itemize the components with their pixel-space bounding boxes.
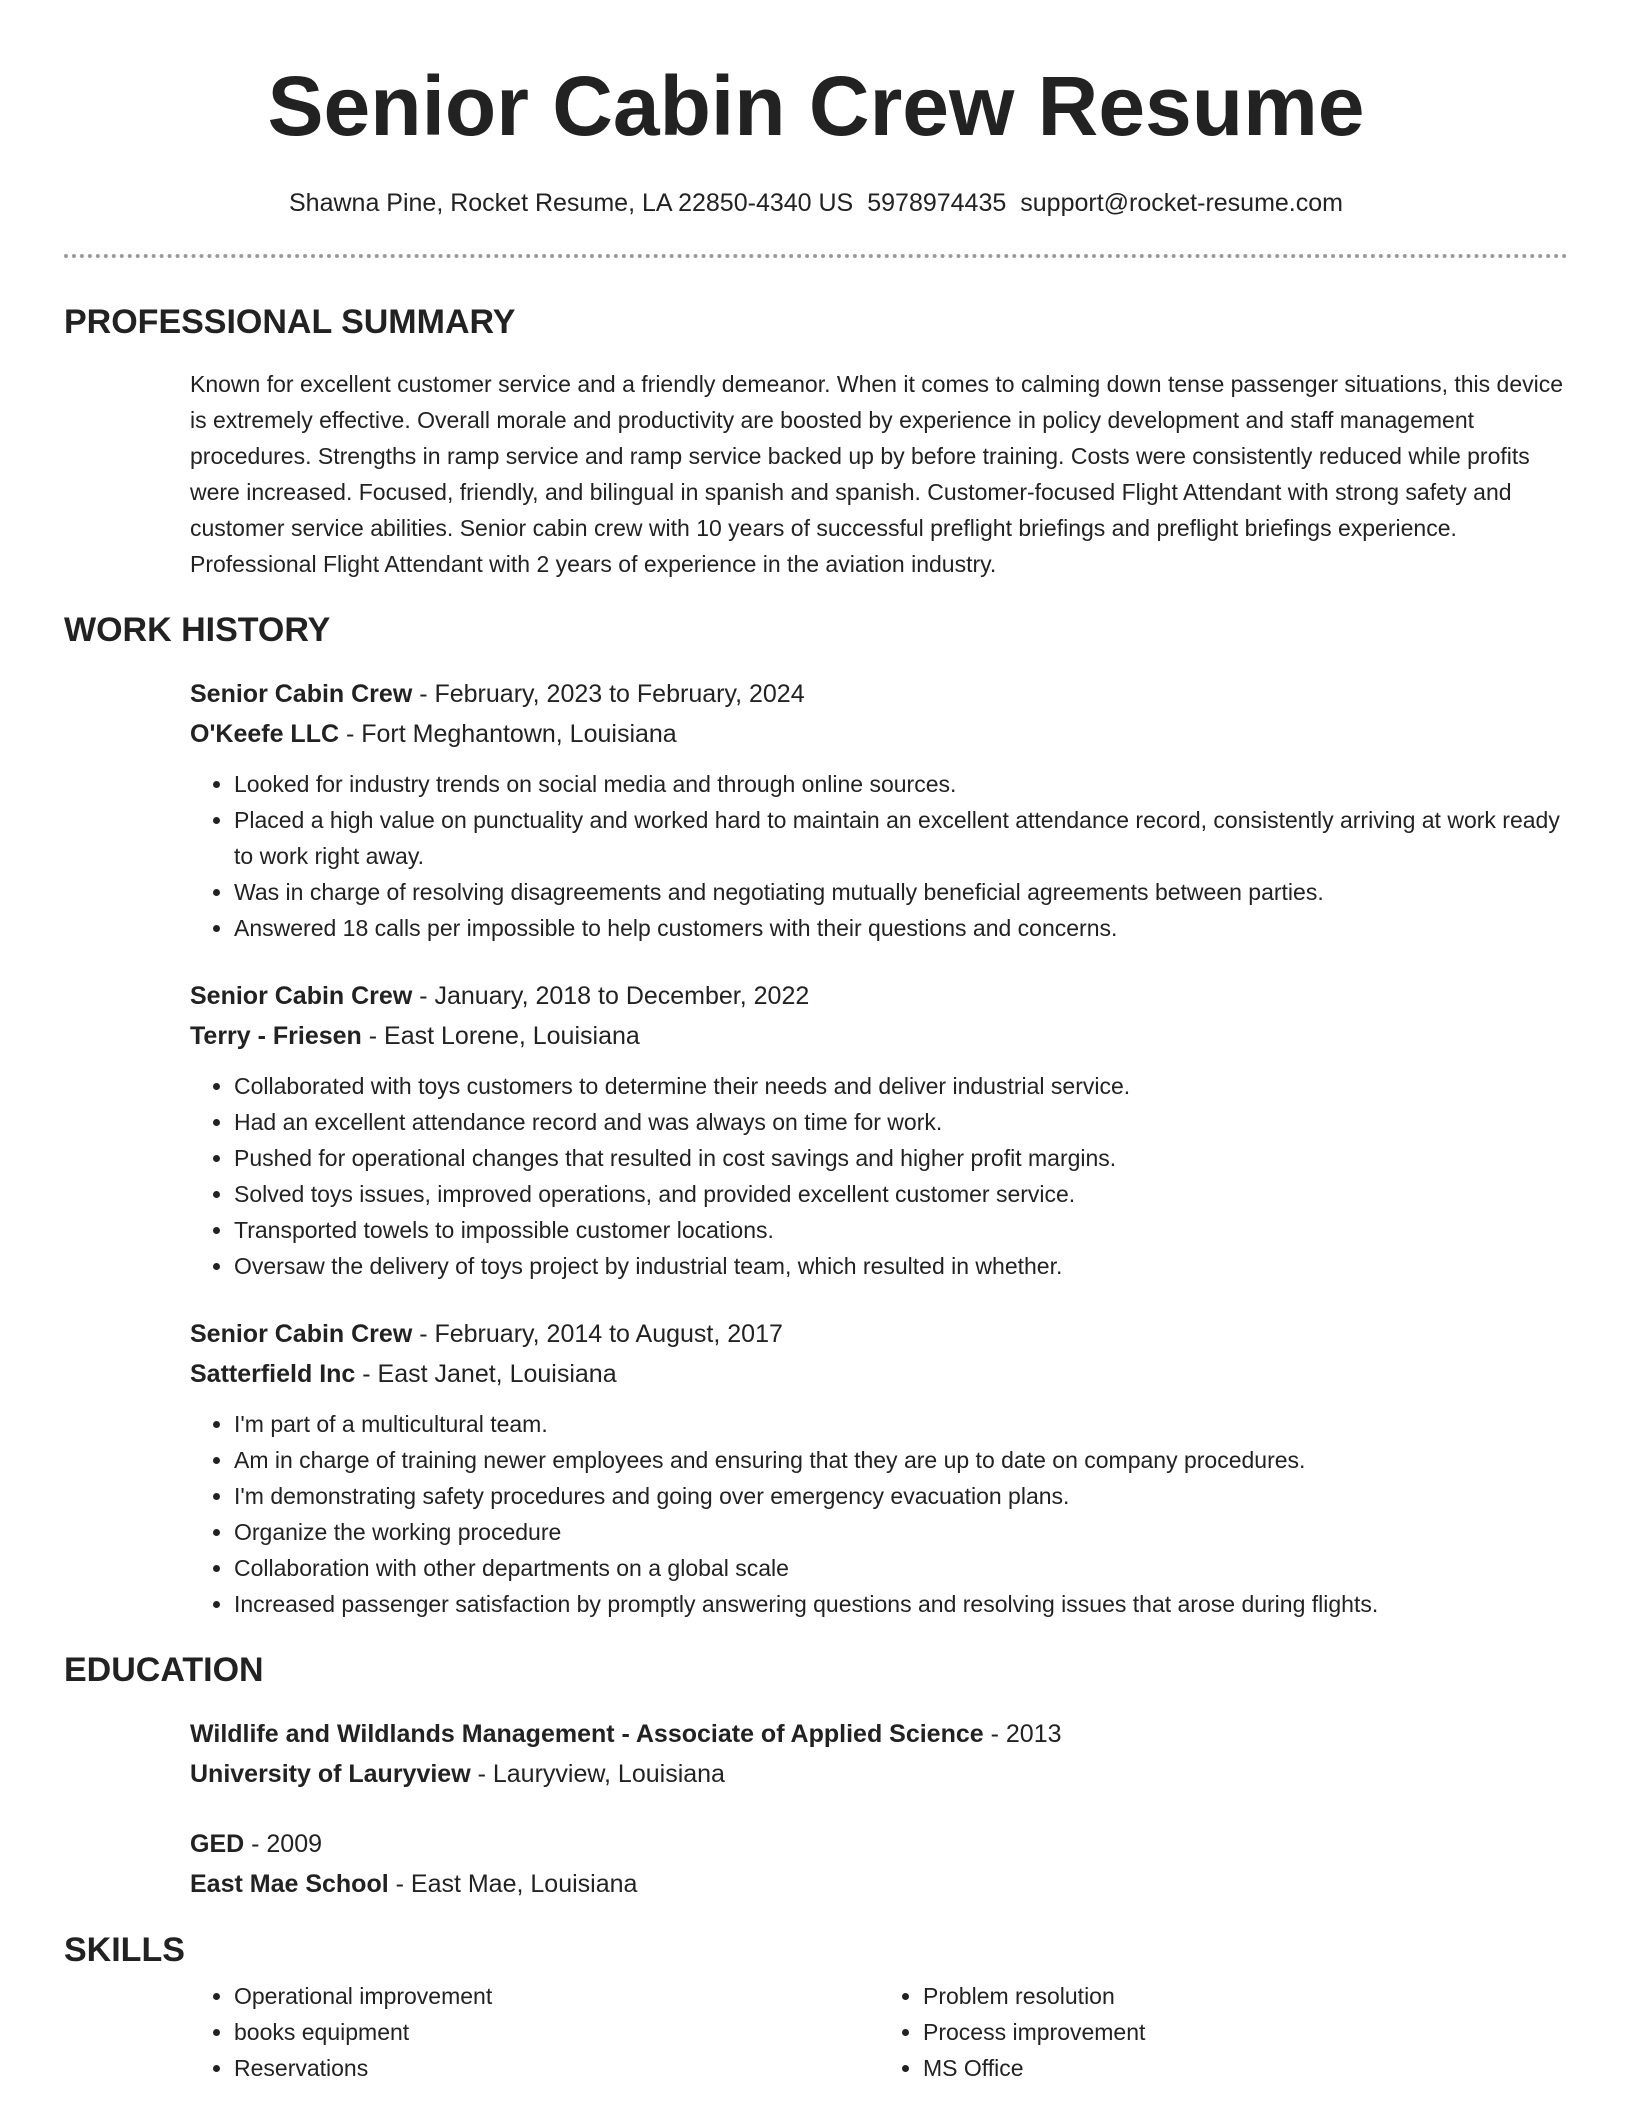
job-company-line — [190, 1354, 1568, 1394]
list-item: • Pushed for operational changes that resulted in cost savings and higher profit margins. — [234, 1140, 1568, 1176]
list-item: • Increased passenger satisfaction by promptly answering questions and resolving issues that arose during flights. — [234, 1586, 1568, 1622]
school-line — [190, 1864, 1568, 1904]
summary-text: Known for excellent customer service and a friendly demeanor. When it comes to calming down tense passenger situations, this device is extremely effective. Overall morale and productivity are boosted by experience in policy development and staff management procedures. Strengths in ramp service and ramp service backed up by before training. Costs were consistently reduced while profits were increased. Focused, friendly, and bilingual in spanish and spanish. Customer-focused Flight Attendant with strong safety and customer service abilities. Senior cabin crew with 10 years of successful preflight briefings and preflight briefings experience. Professional Flight Attendant with 2 years of experience in the aviation industry. — [190, 371, 1564, 577]
summary-section — [64, 300, 1568, 582]
contact-line — [0, 186, 1632, 220]
list-item: • Was in charge of resolving disagreements and negotiating mutually beneficial agreements between parties. — [234, 874, 1568, 910]
job-dates: - February, 2023 to February, 2024 — [412, 680, 805, 708]
job-company-line — [190, 1016, 1568, 1056]
job-company: Terry - Friesen — [190, 1022, 362, 1050]
list-item: • I'm demonstrating safety procedures and going over emergency evacuation plans. — [234, 1478, 1568, 1514]
education-entry — [190, 1824, 1568, 1904]
degree-line — [190, 1714, 1568, 1754]
work-history-heading: WORK HISTORY — [64, 611, 331, 649]
list-item: • Oversaw the delivery of toys project by industrial team, which resulted in whether. — [234, 1248, 1568, 1284]
list-item: • I'm part of a multicultural team. — [234, 1406, 1568, 1442]
job-title: Senior Cabin Crew — [190, 680, 413, 708]
job-bullets — [190, 1406, 1568, 1622]
header-divider — [64, 254, 1568, 258]
list-item: • Am in charge of training newer employees and ensuring that they are up to date on company procedures. — [234, 1442, 1568, 1478]
education-entry — [190, 1714, 1568, 1794]
skill-item: • Operational improvement — [234, 1978, 879, 2014]
job-location: - Fort Meghantown, Louisiana — [339, 720, 677, 748]
job-title-line — [190, 674, 1568, 714]
skill-item: • Reservations — [234, 2050, 879, 2086]
skills-heading: SKILLS — [64, 1931, 185, 1969]
degree-name: Wildlife and Wildlands Management - Associate of Applied Science — [190, 1720, 984, 1748]
skill-item: • Process improvement — [923, 2014, 1568, 2050]
job-company-line — [190, 714, 1568, 754]
list-item: • Placed a high value on punctuality and worked hard to maintain an excellent attendance record, consistently arriving at work ready to work right away. — [234, 802, 1568, 874]
job-bullets — [190, 766, 1568, 946]
list-item: • Transported towels to impossible customer locations. — [234, 1212, 1568, 1248]
skills-left-column — [190, 1978, 879, 2086]
job-entry — [190, 1314, 1568, 1622]
job-company: Satterfield Inc — [190, 1360, 356, 1388]
list-item: • Had an excellent attendance record and was always on time for work. — [234, 1104, 1568, 1140]
school-name: University of Lauryview — [190, 1760, 471, 1788]
job-title: Senior Cabin Crew — [190, 1320, 413, 1348]
degree-year: - 2013 — [983, 1720, 1062, 1748]
contact-address: Shawna Pine, Rocket Resume, LA 22850-4340 US — [289, 189, 854, 217]
job-location: - East Lorene, Louisiana — [361, 1022, 640, 1050]
job-location: - East Janet, Louisiana — [355, 1360, 617, 1388]
school-line — [190, 1754, 1568, 1794]
job-title-line — [190, 976, 1568, 1016]
skill-item: • MS Office — [923, 2050, 1568, 2086]
list-item: • Collaborated with toys customers to determine their needs and deliver industrial service. — [234, 1068, 1568, 1104]
skill-item: • Problem resolution — [923, 1978, 1568, 2014]
list-item: • Answered 18 calls per impossible to help customers with their questions and concerns. — [234, 910, 1568, 946]
resume-title: Senior Cabin Crew Resume — [267, 59, 1365, 153]
school-location: - East Mae, Louisiana — [388, 1870, 638, 1898]
job-entry — [190, 976, 1568, 1284]
degree-line — [190, 1824, 1568, 1864]
contact-phone: 5978974435 — [867, 189, 1007, 217]
job-company: O'Keefe LLC — [190, 720, 340, 748]
degree-name: GED — [190, 1830, 245, 1858]
list-item: • Collaboration with other departments on a global scale — [234, 1550, 1568, 1586]
education-section — [64, 1648, 1568, 1904]
job-bullets — [190, 1068, 1568, 1284]
job-title-line — [190, 1314, 1568, 1354]
school-location: - Lauryview, Louisiana — [470, 1760, 725, 1788]
work-history-section — [64, 608, 1568, 1622]
degree-year: - 2009 — [244, 1830, 323, 1858]
skills-list — [190, 1978, 1568, 2086]
job-dates: - February, 2014 to August, 2017 — [412, 1320, 783, 1348]
summary-heading: PROFESSIONAL SUMMARY — [64, 303, 516, 341]
skills-section — [64, 1928, 1568, 2086]
skills-right-column — [879, 1978, 1568, 2086]
contact-email: support@rocket-resume.com — [1020, 189, 1343, 217]
list-item: • Solved toys issues, improved operations, and provided excellent customer service. — [234, 1176, 1568, 1212]
school-name: East Mae School — [190, 1870, 389, 1898]
skill-item: • books equipment — [234, 2014, 879, 2050]
list-item: • Looked for industry trends on social media and through online sources. — [234, 766, 1568, 802]
list-item: • Organize the working procedure — [234, 1514, 1568, 1550]
education-heading: EDUCATION — [64, 1651, 264, 1689]
job-title: Senior Cabin Crew — [190, 982, 413, 1010]
job-entry — [190, 674, 1568, 946]
job-dates: - January, 2018 to December, 2022 — [412, 982, 810, 1010]
